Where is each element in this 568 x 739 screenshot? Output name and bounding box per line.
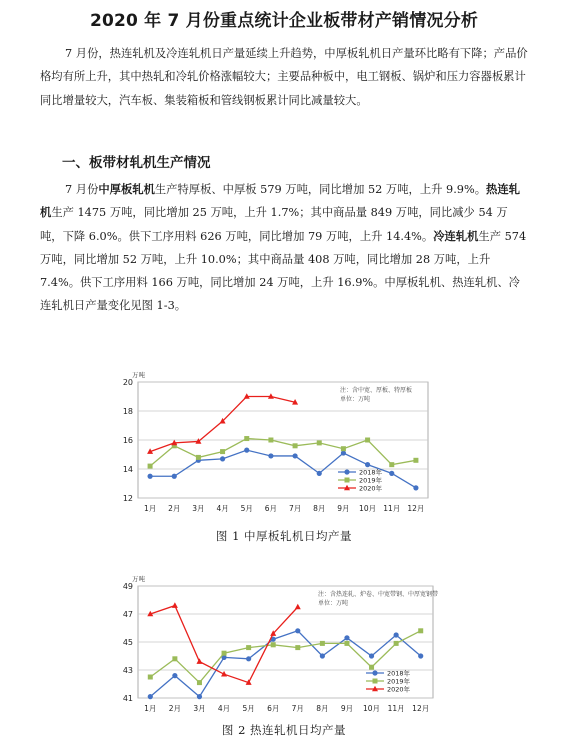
x-tick-label: 4月 xyxy=(216,504,229,513)
data-point xyxy=(413,485,418,490)
data-point xyxy=(320,653,325,658)
legend-marker xyxy=(372,670,377,675)
data-point xyxy=(418,653,423,658)
y-tick-label: 18 xyxy=(122,407,133,416)
data-point xyxy=(292,453,297,458)
data-point xyxy=(341,450,346,455)
data-point xyxy=(365,462,370,467)
y-tick-label: 43 xyxy=(122,666,133,675)
x-tick-label: 11月 xyxy=(387,704,405,713)
series-line-2019年 xyxy=(150,439,416,467)
data-point xyxy=(197,694,202,699)
data-point xyxy=(196,658,202,664)
figure-2-caption: 图 2 热连轧机日均产量 xyxy=(221,723,347,737)
data-point xyxy=(317,471,322,476)
x-tick-label: 11月 xyxy=(383,504,401,513)
chart-plate-mill-svg xyxy=(108,362,453,522)
data-point xyxy=(172,602,178,608)
data-point xyxy=(246,656,251,661)
chart-hot-strip-mill xyxy=(108,568,453,718)
x-tick-label: 7月 xyxy=(291,704,304,713)
chart-note: 单位：万吨 xyxy=(318,600,349,607)
x-tick-label: 9月 xyxy=(340,704,354,713)
data-point xyxy=(293,443,298,448)
x-tick-label: 2月 xyxy=(168,704,182,713)
x-tick-label: 3月 xyxy=(192,504,205,513)
chart-plate-mill xyxy=(108,362,453,522)
x-tick-label: 8月 xyxy=(316,704,329,713)
x-tick-label: 1月 xyxy=(144,704,157,713)
data-point xyxy=(317,440,322,445)
data-point xyxy=(394,641,399,646)
y-tick-label: 12 xyxy=(122,494,133,503)
x-tick-label: 10月 xyxy=(363,704,381,713)
legend-label: 2020年 xyxy=(359,484,383,493)
data-point xyxy=(295,628,300,633)
data-point xyxy=(271,642,276,647)
bold-term-cold-strip-mill: 冷连轧机 xyxy=(433,228,479,243)
chart-hot-strip-mill-svg xyxy=(108,568,453,718)
x-tick-label: 6月 xyxy=(267,704,280,713)
legend-label: 2019年 xyxy=(387,677,411,686)
y-unit-label: 万吨 xyxy=(132,575,145,583)
y-tick-label: 41 xyxy=(122,694,133,703)
legend-label: 2018年 xyxy=(387,669,411,678)
data-point xyxy=(148,464,153,469)
data-point xyxy=(172,673,177,678)
series-line-2019年 xyxy=(150,631,420,683)
data-point xyxy=(244,436,249,441)
data-point xyxy=(344,635,349,640)
data-point xyxy=(222,651,227,656)
data-point xyxy=(196,455,201,460)
data-point xyxy=(295,604,301,610)
x-tick-label: 12月 xyxy=(412,704,430,713)
data-point xyxy=(341,446,346,451)
x-tick-label: 6月 xyxy=(264,504,278,513)
data-point xyxy=(220,456,225,461)
x-tick-label: 5月 xyxy=(240,504,253,513)
data-point xyxy=(389,462,394,467)
y-tick-label: 47 xyxy=(122,610,133,619)
data-point xyxy=(268,453,273,458)
series-line-2020年 xyxy=(150,397,295,452)
data-point xyxy=(246,645,251,650)
data-point xyxy=(244,448,249,453)
x-tick-label: 7月 xyxy=(288,504,302,513)
data-point xyxy=(413,458,418,463)
bold-term-hot-strip-mill: 热连轧机 xyxy=(40,182,520,220)
x-tick-label: 3月 xyxy=(193,704,206,713)
y-tick-label: 14 xyxy=(122,465,133,474)
data-point xyxy=(172,474,177,479)
legend-label: 2018年 xyxy=(359,468,383,477)
x-tick-label: 10月 xyxy=(359,504,377,513)
x-tick-label: 1月 xyxy=(143,504,157,513)
chart-note: 单位：万吨 xyxy=(340,396,371,403)
data-point xyxy=(172,656,177,661)
y-tick-label: 20 xyxy=(122,378,133,387)
x-tick-label: 5月 xyxy=(242,704,255,713)
data-point xyxy=(320,641,325,646)
data-point xyxy=(389,471,394,476)
data-point xyxy=(220,449,225,454)
x-tick-label: 4月 xyxy=(217,704,231,713)
y-tick-label: 45 xyxy=(122,638,133,647)
bold-term-plate-mill: 中厚板轧机 xyxy=(98,182,155,196)
legend-label: 2020年 xyxy=(387,685,411,694)
x-tick-label: 2月 xyxy=(168,504,181,513)
page-title: 2020 年 7 月份重点统计企业板带材产销情况分析 xyxy=(89,11,479,31)
production-paragraph: 7 月份中厚板轧机生产特厚板、中厚板 579 万吨，同比增加 52 万吨，上升 9.9%。热连轧机生产 1475 万吨，同比增加 25 万吨，上升 1.7%；其中商品量 849 万吨，同比减少 54 万吨，下降 6.0%。供下工序用料 626 万吨，同比增加 79 万吨，上升 14.4%。冷连轧机生产 574 万吨，同比增加 52 万吨，上升 10.0%；其中商品量 408 万吨，同比增加 28 万吨，上升 7.4%。供下工序用料 166 万吨，同比增加 24 万吨，上升 16.9%。中厚板轧机、热连轧机、冷连轧机日产量变化见图 1-3。 xyxy=(40,182,527,313)
data-point xyxy=(148,694,153,699)
data-point xyxy=(418,628,423,633)
section-heading: 一、板带材轧机生产情况 xyxy=(62,155,211,171)
x-tick-label: 9月 xyxy=(337,504,350,513)
data-point xyxy=(295,645,300,650)
data-point xyxy=(197,680,202,685)
y-unit-label: 万吨 xyxy=(132,371,145,379)
data-point xyxy=(369,665,374,670)
figure-1-caption: 图 1 中厚板轧机日均产量 xyxy=(215,529,353,543)
legend-marker xyxy=(344,469,349,474)
data-point xyxy=(365,438,370,443)
y-tick-label: 16 xyxy=(122,436,133,445)
data-point xyxy=(268,438,273,443)
intro-paragraph: 7 月份，热连轧机及冷连轧机日产量延续上升趋势，中厚板轧机日产量环比略有下降；产品价格均有所上升，其中热轧和冷轧价格涨幅较大；主要品种板中，电工钢板、锅炉和压力容器板累计同比增量较大，汽车板、集装箱板和管线钢板累计同比减量较大。 xyxy=(40,47,528,107)
x-tick-label: 12月 xyxy=(407,504,425,513)
legend-label: 2019年 xyxy=(359,476,383,485)
data-point xyxy=(148,675,153,680)
legend-marker xyxy=(373,679,378,684)
data-point xyxy=(344,641,349,646)
chart-note: 注：含中宽、厚板、特厚板 xyxy=(340,387,413,394)
data-point xyxy=(369,653,374,658)
x-tick-label: 8月 xyxy=(313,504,326,513)
data-point xyxy=(147,474,152,479)
chart-note: 注：含热连轧、炉卷、中宽带钢、中厚宽钢带 xyxy=(318,591,439,598)
y-tick-label: 49 xyxy=(122,582,133,591)
legend-marker xyxy=(345,478,350,483)
data-point xyxy=(394,632,399,637)
